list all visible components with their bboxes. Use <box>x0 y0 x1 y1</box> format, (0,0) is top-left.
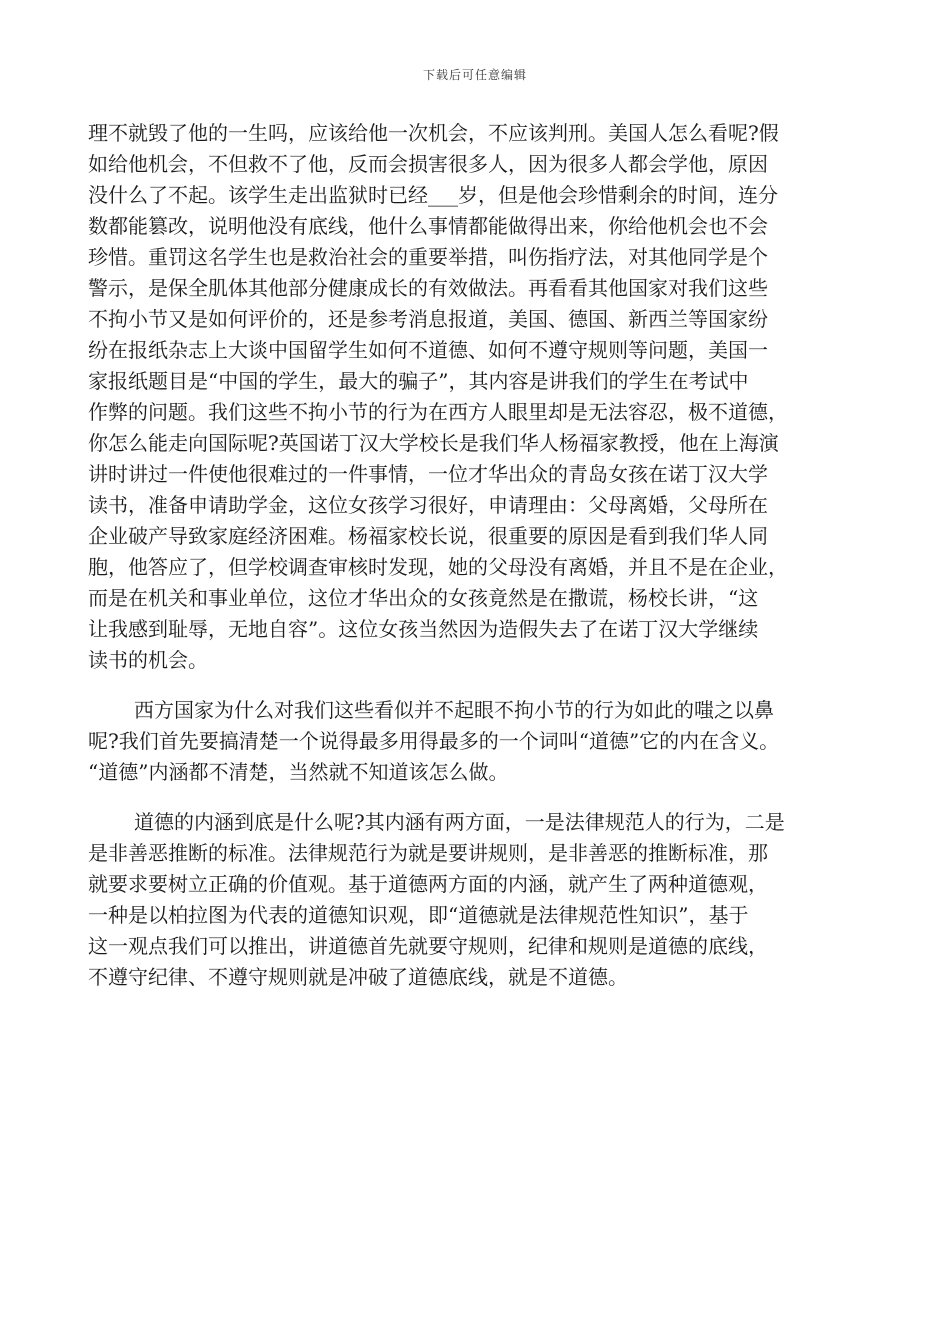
text-line: 就要求要树立正确的价值观。基于道德两方面的内涵，就产生了两种道德观， <box>88 872 768 896</box>
text-line: 理不就毁了他的一生吗，应该给他一次机会，不应该判刑。美国人怎么看呢?假 <box>88 121 779 145</box>
text-line: 道德的内涵到底是什么呢?其内涵有两方面，一是法律规范人的行为，二是 <box>134 810 785 834</box>
document-body <box>88 118 878 993</box>
text-line: 你怎么能走向国际呢?英国诺丁汉大学校长是我们华人杨福家教授，他在上海演 <box>88 431 779 455</box>
paragraph-1 <box>88 118 878 676</box>
text-line: 呢?我们首先要搞清楚一个说得最多用得最多的一个词叫“道德”它的内在含义。 <box>88 729 780 753</box>
paragraph-3 <box>88 807 878 993</box>
text-line: 不拘小节又是如何评价的，还是参考消息报道，美国、德国、新西兰等国家纷 <box>88 307 768 331</box>
text-line: 是非善恶推断的标准。法律规范行为就是要讲规则，是非善恶的推断标准，那 <box>88 841 768 865</box>
text-line: 一种是以柏拉图为代表的道德知识观，即“道德就是法律规范性知识”，基于 <box>88 903 749 927</box>
text-line: 家报纸题目是“中国的学生，最大的骗子”，其内容是讲我们的学生在考试中 <box>88 369 749 393</box>
text-line: 没什么了不起。该学生走出监狱时已经___岁，但是他会珍惜剩余的时间，连分 <box>88 183 778 207</box>
text-line: 而是在机关和事业单位，这位才华出众的女孩竟然是在撒谎，杨校长讲，“这 <box>88 586 759 610</box>
text-line: 纷在报纸杂志上大谈中国留学生如何不道德、如何不遵守规则等问题，美国一 <box>88 338 768 362</box>
text-line: 如给他机会，不但救不了他，反而会损害很多人，因为很多人都会学他，原因 <box>88 152 768 176</box>
text-line: 这一观点我们可以推出，讲道德首先就要守规则，纪律和规则是道德的底线， <box>88 934 768 958</box>
text-line: 企业破产导致家庭经济困难。杨福家校长说，很重要的原因是看到我们华人同 <box>88 524 768 548</box>
text-line: 警示，是保全肌体其他部分健康成长的有效做法。再看看其他国家对我们这些 <box>88 276 768 300</box>
text-line: 讲时讲过一件使他很难过的一件事情，一位才华出众的青岛女孩在诺丁汉大学 <box>88 462 768 486</box>
header-note: 下载后可任意编辑 <box>422 68 527 82</box>
text-line: 让我感到耻辱，无地自容”。这位女孩当然因为造假失去了在诺丁汉大学继续 <box>88 617 759 641</box>
text-line: 作弊的问题。我们这些不拘小节的行为在西方人眼里却是无法容忍，极不道德， <box>88 400 788 424</box>
text-line: 不遵守纪律、不遵守规则就是冲破了道德底线，就是不道德。 <box>88 965 628 989</box>
text-line: 数都能篡改，说明他没有底线，他什么事情都能做得出来，你给他机会也不会 <box>88 214 768 238</box>
text-line: 读书，准备申请助学金，这位女孩学习很好，申请理由：父母离婚，父母所在 <box>88 493 768 517</box>
text-line: “道德”内涵都不清楚，当然就不知道该怎么做。 <box>88 760 509 784</box>
paragraph-2 <box>88 695 878 788</box>
text-line: 珍惜。重罚这名学生也是救治社会的重要举措，叫伤指疗法，对其他同学是个 <box>88 245 768 269</box>
text-line: 胞，他答应了，但学校调查审核时发现，她的父母没有离婚，并且不是在企业， <box>88 555 788 579</box>
text-line: 西方国家为什么对我们这些看似并不起眼不拘小节的行为如此的嗤之以鼻 <box>134 698 774 722</box>
text-line: 读书的机会。 <box>88 648 208 672</box>
